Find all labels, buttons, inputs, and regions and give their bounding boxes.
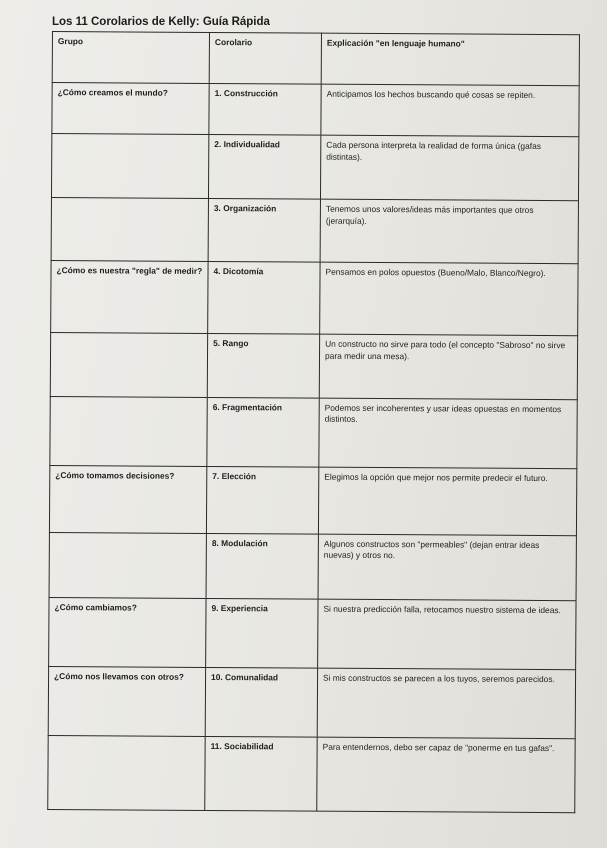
corolario-cell: 7. Elección xyxy=(206,467,318,535)
explicacion-cell: Elegimos la opción que mejor nos permite predecir el futuro. xyxy=(318,467,576,536)
corolario-cell: 3. Organización xyxy=(208,199,320,263)
table-row xyxy=(48,735,575,812)
header-corolario: Corolario xyxy=(209,32,321,83)
explicacion-cell: Para entendernos, debo ser capaz de "ponerme en tus gafas". xyxy=(317,737,575,813)
table-row xyxy=(49,597,576,669)
grupo-cell xyxy=(50,333,207,398)
explicacion-cell: Algunos constructos son "permeables" (dejan entrar ideas nuevas) y otros no. xyxy=(318,534,576,600)
grupo-cell: ¿Cómo creamos el mundo? xyxy=(52,82,209,135)
header-explicacion: Explicación "en lenguaje humano" xyxy=(321,33,579,85)
table-row xyxy=(48,666,575,738)
grupo-cell: ¿Cómo tomamos decisiones? xyxy=(49,466,206,534)
table-row xyxy=(51,198,578,264)
corolario-cell: 2. Individualidad xyxy=(208,135,320,200)
explicacion-cell: Podemos ser incoherentes y usar ideas opuestas en momentos distintos. xyxy=(319,398,577,469)
explicacion-cell: Si mis constructos se parecen a los tuyos, seremos parecidos. xyxy=(317,668,575,739)
header-row xyxy=(52,32,579,86)
grupo-cell xyxy=(49,532,206,598)
corolario-cell: 6. Fragmentación xyxy=(207,398,319,468)
header-grupo: Grupo xyxy=(52,32,209,84)
grupo-cell: ¿Cómo cambiamos? xyxy=(49,597,206,667)
corolario-cell: 9. Experiencia xyxy=(206,598,318,668)
explicacion-cell: Anticipamos los hechos buscando qué cosas se repiten. xyxy=(321,84,579,137)
grupo-cell xyxy=(48,735,205,810)
grupo-cell: ¿Cómo nos llevamos con otros? xyxy=(48,666,205,736)
corolario-cell: 5. Rango xyxy=(207,334,319,399)
corolario-cell: 1. Construcción xyxy=(209,83,321,135)
grupo-cell xyxy=(51,198,208,262)
table-row xyxy=(50,397,577,469)
page-title: Los 11 Corolarios de Kelly: Guía Rápida xyxy=(52,16,270,28)
table-row xyxy=(51,134,578,201)
explicacion-cell: Si nuestra predicción falla, retocamos nuestro sistema de ideas. xyxy=(318,599,576,670)
corolario-cell: 11. Sociabilidad xyxy=(205,736,317,811)
corolario-cell: 4. Dicotomía xyxy=(208,262,320,335)
explicacion-cell: Pensamos en polos opuestos (Bueno/Malo, Blanco/Negro). xyxy=(320,262,578,336)
table-row xyxy=(50,333,577,400)
table-row xyxy=(49,532,576,600)
explicacion-cell: Un constructo no sirve para todo (el concepto "Sabroso" no sirve para medir una mesa). xyxy=(319,334,577,399)
table-row xyxy=(49,466,576,536)
explicacion-cell: Cada persona interpreta la realidad de forma única (gafas distintas). xyxy=(320,136,578,201)
table-row xyxy=(52,82,579,137)
corolario-cell: 10. Comunalidad xyxy=(205,667,317,737)
corolario-cell: 8. Modulación xyxy=(206,533,318,599)
explicacion-cell: Tenemos unos valores/ideas más importantes que otros (jerarquía). xyxy=(320,199,578,263)
corollaries-table xyxy=(47,31,580,813)
grupo-cell: ¿Cómo es nuestra "regla" de medir? xyxy=(51,261,208,334)
grupo-cell xyxy=(50,397,207,467)
table-row xyxy=(51,261,578,336)
grupo-cell xyxy=(51,134,208,199)
